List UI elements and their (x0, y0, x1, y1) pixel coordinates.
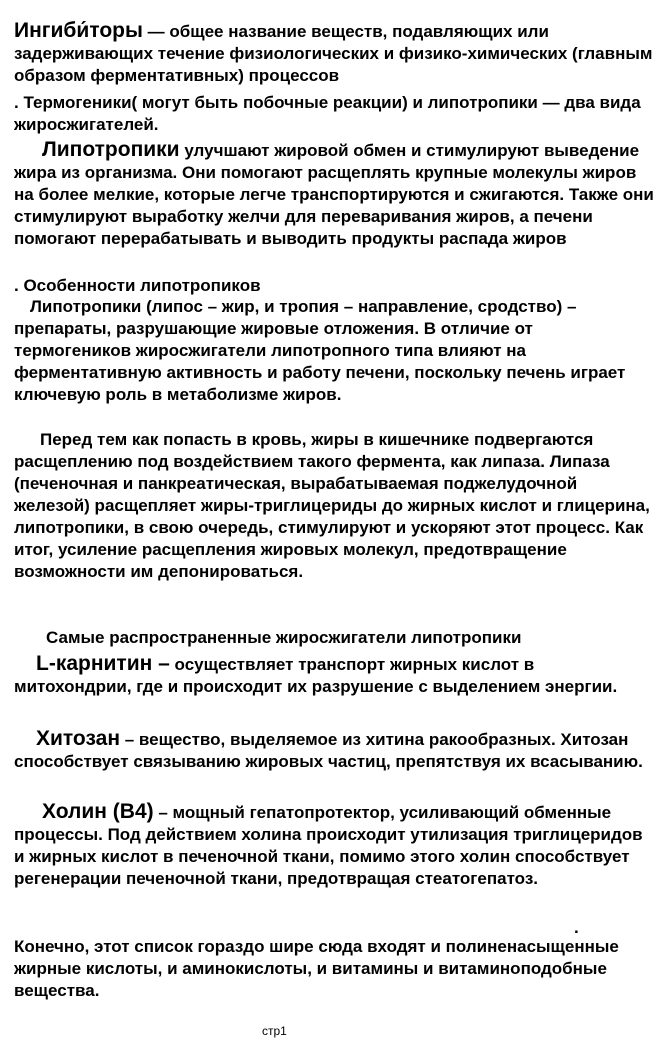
fatburner-types-line: . Термогеники( могут быть побочные реакции) и липотропики — два вида жиросжигателей. (14, 93, 641, 134)
carnitine-paragraph (14, 653, 654, 698)
stray-dot: . (574, 918, 579, 937)
conclusion-paragraph: Конечно, этот список гораздо шире сюда входят и полиненасыщенные жирные кислоты, и аминокислоты, и витамины и витаминоподобные вещества. (14, 937, 619, 1000)
chitosan-paragraph (14, 728, 654, 773)
features-heading: . Особенности липотропиков (14, 276, 261, 295)
inhibitors-term: Ингиби́торы (14, 19, 143, 42)
lipotropics-text: улучшают жировой обмен и стимулируют выведение жира из организма. Они помогают расщеплять крупные молекулы жиров на более мелкие, которые легче транспортируются и сжигаются. Также они стимулируют выработку желчи для переваривания жиров, а печени помогают перерабатывать и выводить продукты распада жиров (14, 141, 654, 248)
carnitine-text: осуществляет транспорт жирных кислот в митохондрии, где и происходит их разрушение с выделением энергии. (14, 655, 618, 696)
lipotropics-term: Липотропики (42, 138, 180, 161)
chitosan-term: Хитозан (36, 727, 120, 750)
choline-term: Холин (В4) (42, 800, 154, 823)
carnitine-term: L-карнитин – (36, 652, 170, 675)
choline-paragraph (14, 801, 654, 890)
common-fatburners-heading: Самые распространенные жиросжигатели липотропики (46, 628, 522, 647)
intro-paragraph (14, 20, 654, 87)
choline-text: – мощный гепатопротектор, усиливающий обменные процессы. Под действием холина происходит утилизация триглицеридов и жирных кислот в печеночной ткани, помимо этого холин способствует регенерации печеночной ткани, предотвращая стеатогепатоз. (14, 803, 643, 888)
page-number: стр1 (262, 1024, 287, 1038)
features-paragraph: Липотропики (липос – жир, и тропия – направление, сродство) – препараты, разрушающие жировые отложения. В отличие от термогеников жиросжигатели липотропного типа влияют на ферментативную активность и работу печени, поскольку печень играет ключевую роль в метаболизме жиров. (14, 297, 626, 404)
digestion-paragraph: Перед тем как попасть в кровь, жиры в кишечнике подвергаются расщеплению под воздействием такого фермента, как липаза. Липаза (печеночная и панкреатическая, вырабатываемая поджелудочной железой) расщепляет жиры-триглицериды до жирных кислот и глицерина, липотропики, в свою очередь, стимулируют и ускоряют этот процесс. Как итог, усиление расщепления жировых молекул, предотвращение возможности им депонироваться. (14, 430, 650, 581)
lipotropics-paragraph (14, 139, 654, 250)
chitosan-text: – вещество, выделяемое из хитина ракообразных. Хитозан способствует связыванию жировых частиц, препятствуя их всасыванию. (14, 730, 643, 771)
inhibitors-definition: — общее название веществ, подавляющих или задерживающих течение физиологических и физико-химических (главным образом ферментативных) процессов (14, 22, 653, 85)
